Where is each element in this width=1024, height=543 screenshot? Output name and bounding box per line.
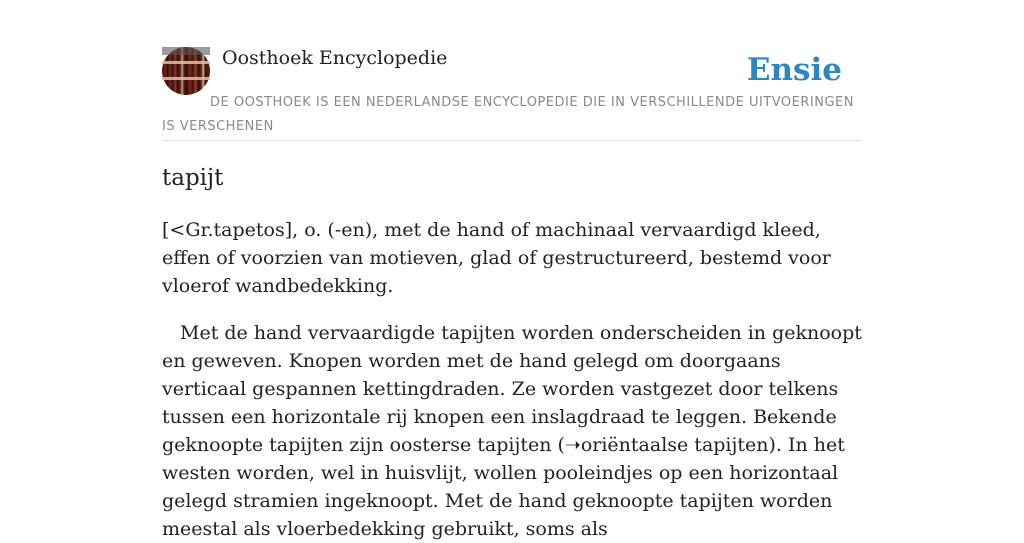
entry-content <box>162 160 862 543</box>
entry-paragraph: [<Gr.tapetos], o. (-en), met de hand of machinaal vervaardigd kleed, effen of voorzien van motieven, glad of gestructureerd, bestemd voor vloerof wandbedekking. <box>162 219 831 297</box>
site-tagline: DE OOSTHOEK IS EEN NEDERLANDSE ENCYCLOPEDIE DIE IN VERSCHILLENDE UITVOERINGEN IS VERSCHENEN <box>162 95 854 134</box>
entry-title: tapijt <box>162 165 224 191</box>
entry-paragraph: Met de hand vervaardigde tapijten worden onderscheiden in geknoopt en geweven. Knopen worden met de hand gelegd om doorgaans verticaal gespannen kettingdraden. Ze worden vastgezet door telkens tussen een horizontale rij knopen een inslagdraad te leggen. Bekende geknoopte tapijten zijn oosterse tapijten (➝oriëntaalse tapijten). In het westen worden, wel in huisvlijt, wollen pooleindjes op een horizontaal gelegd stramien ingeknoopt. Met de hand geknoopte tapijten worden meestal als vloerbedekking gebruikt, soms als <box>162 322 862 540</box>
bookshelf-icon[interactable] <box>162 47 210 95</box>
avatar-top-shade <box>162 47 210 55</box>
site-header <box>162 46 862 141</box>
avatar-shelf <box>162 61 210 64</box>
site-title-link[interactable]: Oosthoek Encyclopedie <box>222 47 448 69</box>
ensie-logo-link[interactable]: Ensie <box>746 52 842 88</box>
avatar-shelf <box>162 77 210 80</box>
